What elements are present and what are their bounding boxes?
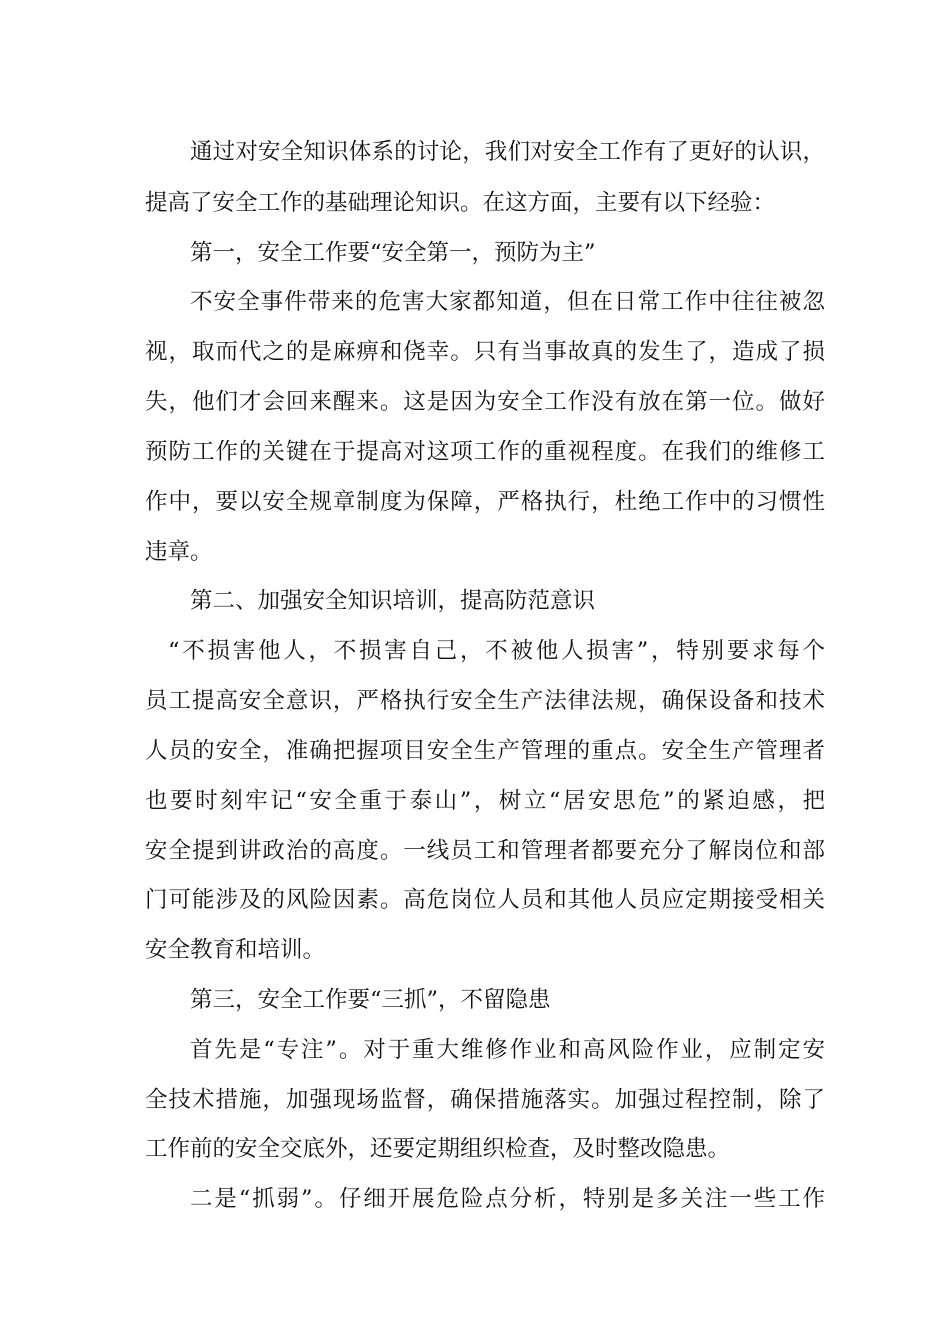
paragraph-line: 全技术措施，加强现场监督，确保措施落实。加强过程控制，除了 <box>145 1087 825 1113</box>
paragraph-line: 通过对安全知识体系的讨论，我们对安全工作有了更好的认识， <box>190 139 825 165</box>
section-heading-3: 第三，安全工作要“三抓”，不留隐患 <box>190 987 551 1013</box>
paragraph-line: 二是“抓弱”。仔细开展危险点分析，特别是多关注一些工作 <box>190 1186 825 1212</box>
paragraph-line: 也要时刻牢记“安全重于泰山”，树立“居安思危”的紧迫感，把 <box>145 788 825 814</box>
paragraph-line: 安全提到讲政治的高度。一线员工和管理者都要充分了解岗位和部 <box>145 838 825 864</box>
section-heading-1: 第一，安全工作要“安全第一，预防为主” <box>190 240 596 266</box>
paragraph-line: 违章。 <box>145 539 213 565</box>
paragraph-line: 员工提高安全意识，严格执行安全生产法律法规，确保设备和技术 <box>145 688 825 714</box>
paragraph-line: 安全教育和培训。 <box>145 937 326 963</box>
section-heading-2: 第二、加强安全知识培训，提高防范意识 <box>190 588 596 614</box>
paragraph-line: 首先是“专注”。对于重大维修作业和高风险作业，应制定安 <box>190 1037 825 1063</box>
paragraph-line: 工作前的安全交底外，还要定期组织检查，及时整改隐患。 <box>145 1136 731 1162</box>
paragraph-line: 视，取而代之的是麻痹和侥幸。只有当事故真的发生了，造成了损 <box>145 339 825 365</box>
paragraph-line: 预防工作的关键在于提高对这项工作的重视程度。在我们的维修工 <box>145 439 825 465</box>
paragraph-line: “不损害他人，不损害自己，不被他人损害”，特别要求每个 <box>168 638 825 664</box>
paragraph-line: 提高了安全工作的基础理论知识。在这方面，主要有以下经验： <box>145 190 776 216</box>
paragraph-line: 人员的安全，准确把握项目安全生产管理的重点。安全生产管理者 <box>145 738 825 764</box>
paragraph-line: 门可能涉及的风险因素。高危岗位人员和其他人员应定期接受相关 <box>145 887 825 913</box>
paragraph-line: 作中，要以安全规章制度为保障，严格执行，杜绝工作中的习惯性 <box>145 489 825 515</box>
paragraph-line: 不安全事件带来的危害大家都知道，但在日常工作中往往被忽 <box>190 289 825 315</box>
paragraph-line: 失，他们才会回来醒来。这是因为安全工作没有放在第一位。做好 <box>145 389 825 415</box>
